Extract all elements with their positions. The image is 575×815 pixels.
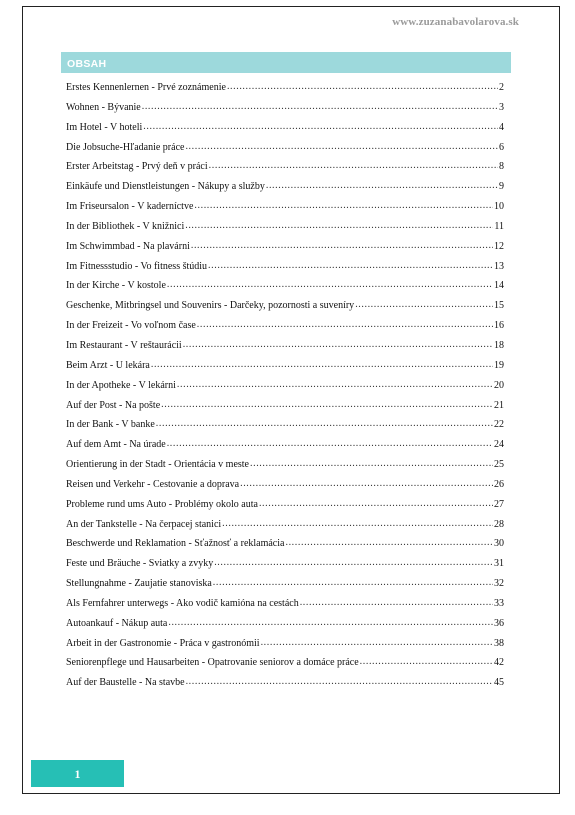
toc-entry[interactable] [66,276,504,296]
toc-entry-title: Feste und Bräuche - Sviatky a zvyky [66,558,214,570]
toc-entry[interactable] [66,455,504,475]
toc-entry-title: Seniorenpflege und Hausarbeiten - Opatrovanie seniorov a domáce práce [66,657,359,669]
toc-entry[interactable] [66,634,504,654]
toc-dot-leader [266,176,498,196]
toc-dot-leader [161,395,493,415]
toc-dot-leader [197,315,493,335]
toc-dot-leader [300,593,493,613]
toc-entry-title: Im Fitnessstudio - Vo fitness štúdiu [66,260,208,272]
toc-entry-title: In der Apotheke - V lekárni [66,379,176,391]
toc-dot-leader [168,613,493,633]
toc-entry-title: In der Bank - V banke [66,419,155,431]
toc-entry-page: 32 [494,578,504,590]
toc-dot-leader [240,474,493,494]
toc-entry-page: 42 [494,657,504,669]
toc-dot-leader [167,275,493,295]
toc-entry-page: 8 [499,161,504,173]
toc-entry-title: Autoankauf - Nákup auta [66,617,168,629]
toc-entry[interactable] [66,177,504,197]
toc-dot-leader [143,117,498,137]
page-number-tab [31,760,124,787]
toc-entry[interactable] [66,653,504,673]
toc-entry-page: 3 [499,101,504,113]
toc-entry-title: Beschwerde und Reklamation - Sťažnosť a reklamácia [66,538,285,550]
toc-dot-leader [191,236,493,256]
toc-dot-leader [151,355,493,375]
toc-entry-page: 45 [494,677,504,689]
toc-entry-title: Wohnen - Bývanie [66,101,141,113]
toc-dot-leader [227,77,498,97]
toc-dot-leader [185,216,493,236]
toc-entry[interactable] [66,415,504,435]
toc-entry-page: 2 [499,82,504,93]
toc-dot-leader [222,514,493,534]
toc-entry-page: 19 [494,359,504,371]
toc-entry-title: In der Kirche - V kostole [66,280,166,292]
toc-dot-leader [213,573,493,593]
toc-dot-leader [167,434,493,454]
toc-entry[interactable] [66,475,504,495]
toc-entry-page: 33 [494,597,504,609]
toc-heading-band [61,52,511,73]
toc-entry-title: Geschenke, Mitbringsel und Souvenirs - Darčeky, pozornosti a suveníry [66,300,355,312]
toc-entry-page: 28 [494,518,504,530]
toc-entry-title: Einkäufe und Dienstleistungen - Nákupy a služby [66,181,265,193]
toc-dot-leader [194,196,493,216]
toc-entry-page: 15 [494,300,504,312]
toc-entry-title: In der Freizeit - Vo voľnom čase [66,320,196,332]
toc-entry[interactable] [66,257,504,277]
toc-dot-leader [250,454,493,474]
toc-entry[interactable] [66,534,504,554]
toc-entry-title: Arbeit in der Gastronomie - Práca v gastronómii [66,637,260,649]
toc-entry[interactable] [66,614,504,634]
toc-entry-title: Reisen und Verkehr - Cestovanie a doprava [66,478,240,490]
toc-entry-page: 10 [494,201,504,213]
toc-dot-leader [285,533,493,553]
toc-entry-page: 12 [494,240,504,252]
toc-entry[interactable] [66,237,504,257]
toc-entry-page: 22 [494,419,504,431]
toc-entry-title: Im Restaurant - V reštaurácii [66,339,182,351]
table-of-contents [66,78,504,693]
toc-entry-page: 30 [494,538,504,550]
toc-entry-title: Im Hotel - V hoteli [66,121,143,133]
toc-entry-page: 14 [494,280,504,292]
toc-entry-page: 9 [499,181,504,193]
toc-entry-page: 13 [494,260,504,272]
toc-entry-title: Im Friseursalon - V kaderníctve [66,201,194,213]
toc-dot-leader [360,652,493,672]
toc-entry-title: In der Bibliothek - V knižnici [66,220,185,232]
toc-dot-leader [209,156,498,176]
toc-entry[interactable] [66,376,504,396]
toc-entry-page: 25 [494,459,504,471]
toc-entry-title: Stellungnahme - Zaujatie stanoviska [66,578,212,590]
toc-entry-page: 4 [499,121,504,133]
toc-entry-title: Auf der Post - Na pošte [66,399,161,411]
toc-dot-leader [355,295,493,315]
toc-entry[interactable] [66,78,504,98]
toc-entry-title: Erster Arbeitstag - Prvý deň v práci [66,161,208,173]
toc-dot-leader [208,256,493,276]
toc-entry-page: 18 [494,339,504,351]
toc-entry-title: Auf der Baustelle - Na stavbe [66,677,185,689]
toc-entry-title: Beim Arzt - U lekára [66,359,150,371]
toc-dot-leader [261,633,493,653]
toc-entry[interactable] [66,98,504,118]
toc-dot-leader [156,414,493,434]
toc-entry-title: Orientierung in der Stadt - Orientácia v meste [66,459,249,471]
toc-entry-title: Die Jobsuche-Hľadanie práce [66,141,185,153]
toc-entry[interactable] [66,316,504,336]
toc-entry-title: An der Tankstelle - Na čerpacej stanici [66,518,222,530]
toc-entry[interactable] [66,495,504,515]
site-url[interactable]: www.zuzanabavolarova.sk [392,16,519,28]
toc-dot-leader [214,553,493,573]
toc-entry[interactable] [66,594,504,614]
toc-dot-leader [259,494,493,514]
toc-dot-leader [186,672,493,692]
toc-entry-title: Erstes Kennenlernen - Prvé zoznámenie [66,82,226,93]
toc-entry-page: 21 [494,399,504,411]
toc-entry-page: 20 [494,379,504,391]
toc-entry-page: 26 [494,478,504,490]
page-number: 1 [74,767,81,781]
toc-dot-leader [185,137,498,157]
toc-entry[interactable] [66,157,504,177]
toc-entry[interactable] [66,296,504,316]
toc-entry-page: 27 [494,498,504,510]
toc-entry[interactable] [66,217,504,237]
toc-entry-page: 6 [499,141,504,153]
toc-entry-title: Im Schwimmbad - Na plavárni [66,240,190,252]
toc-entry[interactable] [66,396,504,416]
toc-entry[interactable] [66,515,504,535]
toc-entry[interactable] [66,118,504,138]
toc-entry[interactable] [66,554,504,574]
toc-entry-title: Als Fernfahrer unterwegs - Ako vodič kamióna na cestách [66,597,299,609]
toc-dot-leader [183,335,493,355]
toc-heading: OBSAH [67,58,107,70]
toc-entry[interactable] [66,673,504,693]
toc-entry[interactable] [66,138,504,158]
toc-entry[interactable] [66,356,504,376]
toc-entry[interactable] [66,336,504,356]
toc-entry-page: 16 [494,320,504,332]
toc-entry-title: Auf dem Amt - Na úrade [66,439,166,451]
toc-entry-page: 11 [494,220,504,232]
toc-entry-title: Probleme rund ums Auto - Problémy okolo auta [66,498,258,510]
toc-entry[interactable] [66,197,504,217]
toc-entry-page: 38 [494,637,504,649]
toc-entry[interactable] [66,435,504,455]
toc-entry-page: 24 [494,439,504,451]
toc-dot-leader [142,97,498,117]
toc-entry-page: 31 [494,558,504,570]
toc-entry[interactable] [66,574,504,594]
toc-entry-page: 36 [494,617,504,629]
toc-dot-leader [177,375,493,395]
